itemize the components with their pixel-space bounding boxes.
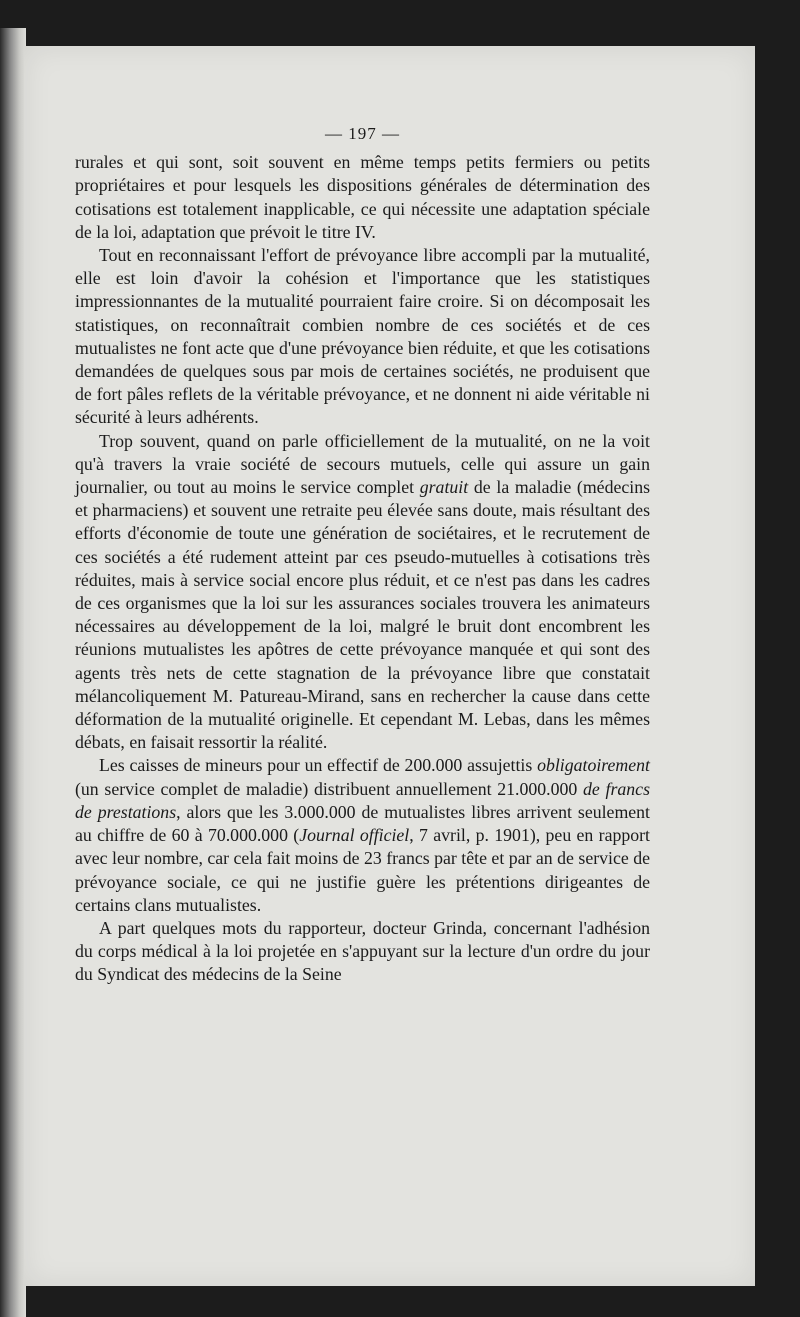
paragraph [75, 244, 650, 430]
text-run: de la maladie (médecins et pharmaciens) et souvent une retraite peu élevée sans doute, mais résultant des efforts d'économie de toute une génération de sociétaires, et le recrutement de ces sociétés a été rudement atteint par ces pseudo-mutuelles à cotisations très réduites, mais à service social encore plus réduit, et ce n'est pas dans les cadres de ces organismes que la loi sur les assurances sociales trouvera les animateurs nécessaires au développement de la loi, malgré le bruit dont encombrent les réunions mutualistes les apôtres de cette prévoyance manquée et qui sont des agents très nets de cette stagnation de la prévoyance libre que constatait mélancoliquement M. Patureau-Mirand, sans en rechercher la cause dans cette déformation de la mutualité originelle. Et cependant M. Lebas, dans les mêmes débats, en faisait ressortir la réalité. [75, 477, 650, 753]
text-run: Trop souvent, quand on parle officiellement de la mutualité, on ne la voit qu'à travers la vraie société de secours mutuels, celle qui assure un gain journalier, ou tout au moins le service complet [75, 430, 650, 498]
paragraph [75, 430, 650, 755]
text-run: Tout en reconnaissant l'effort de prévoyance libre accompli par la mutualité, elle est loin d'avoir la cohésion et l'importance que les statistiques impressionnantes de la mutualité pourraient faire croire. Si on décomposait les statistiques, on reconnaîtrait combien nombre de ces sociétés et de ces mutualistes ne font acte que d'une prévoyance bien réduite, et que les cotisations demandées de quelques sous par mois de certaines sociétés, ne produisent que de fort pâles reflets de la véritable prévoyance, et ne donnent ni aide véritable ni sécurité à leurs adhérents. [75, 245, 650, 428]
italic-text: obligatoirement [537, 755, 650, 776]
paragraph [75, 917, 650, 987]
previous-page-edge [0, 28, 26, 1317]
paragraph [75, 754, 650, 916]
text-run: Les caisses de mineurs pour un effectif de 200.000 assujettis [99, 755, 538, 776]
text-run: rurales et qui sont, soit souvent en même temps petits fermiers ou petits propriétaires et pour lesquels les dispositions générales de détermination des cotisations est totalement inapplicable, ce qui nécessite une adaptation spéciale de la loi, adaptation que prévoit le titre IV. [75, 152, 650, 242]
italic-text: de francs de prestations [75, 778, 650, 822]
text-run: , 7 avril, p. 1901), peu en rapport avec leur nombre, car cela fait moins de 23 francs par tête et par an de service de prévoyance sociale, ce qui ne justifie guère les prétentions dirigeantes de certains clans mutualistes. [75, 825, 650, 915]
text-run: A part quelques mots du rapporteur, docteur Grinda, concernant l'adhésion du corps médical à la loi projetée en s'appuyant sur la lecture d'un ordre du jour du Syndicat des médecins de la Seine [75, 917, 650, 985]
italic-text: gratuit [419, 477, 469, 498]
text-body [75, 151, 650, 986]
book-page [24, 46, 755, 1286]
page-number: — 197 — [325, 124, 400, 143]
italic-text: Journal officiel [299, 825, 410, 846]
text-run: (un service complet de maladie) distribuent annuellement 21.000.000 [75, 778, 584, 799]
paragraph [75, 151, 650, 244]
text-run: , alors que les 3.000.000 de mutualistes libres arrivent seulement au chiffre de 60 à 70.000.000 ( [75, 801, 650, 846]
page-content [75, 122, 650, 987]
